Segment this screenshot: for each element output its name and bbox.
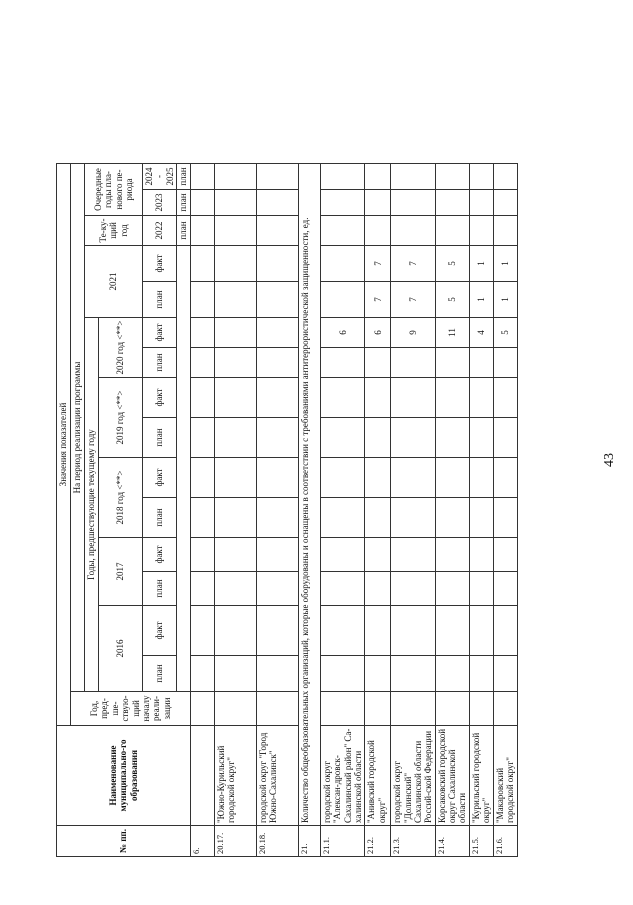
table-row — [257, 164, 299, 857]
value-cell — [257, 656, 299, 692]
value-cell — [391, 348, 435, 378]
value-cell — [191, 606, 215, 656]
header-current-year: Те-ку-щий год — [85, 216, 143, 246]
value-cell — [435, 692, 469, 726]
value-cell — [365, 418, 391, 458]
value-cell — [257, 418, 299, 458]
row-number: 6. — [191, 826, 215, 857]
value-2021-fact: 1 — [469, 246, 493, 282]
value-cell — [391, 190, 435, 216]
value-cell — [365, 656, 391, 692]
header-2023: 2023 — [143, 190, 177, 216]
value-2020-fact: 9 — [391, 318, 435, 348]
value-cell — [191, 216, 215, 246]
value-cell — [257, 190, 299, 216]
value-2021-plan: 1 — [493, 282, 517, 318]
header-spacer — [177, 246, 191, 692]
header-prev-years: Годы, предшествующие текущему году — [85, 318, 99, 692]
value-cell — [321, 572, 365, 606]
value-cell — [321, 418, 365, 458]
value-cell — [257, 606, 299, 656]
plan-2018: план — [143, 498, 177, 538]
value-2021-fact — [215, 246, 257, 282]
plan-2022: план — [177, 216, 191, 246]
value-cell — [365, 164, 391, 190]
header-2024: 2024 - 2025 — [143, 164, 177, 190]
value-cell — [321, 164, 365, 190]
table-row — [469, 164, 493, 857]
value-2021-plan: 7 — [391, 282, 435, 318]
value-2020-fact: 4 — [469, 318, 493, 348]
fact-2021: факт — [143, 246, 177, 282]
value-cell — [435, 538, 469, 572]
municipality-name: "Анивский городской округ" — [365, 726, 391, 826]
plan-2021: план — [143, 282, 177, 318]
value-cell — [191, 418, 215, 458]
plan-2024: план — [177, 164, 191, 190]
table-row — [191, 164, 215, 857]
fact-2018: факт — [143, 458, 177, 498]
header-2019: 2019 год <**> — [99, 378, 143, 458]
table-body — [191, 164, 518, 857]
value-cell — [365, 498, 391, 538]
value-cell — [435, 498, 469, 538]
municipality-name: городской округ "Долинский" Сахалинской области Россий-ской Федерации — [391, 726, 435, 826]
value-2021-plan — [191, 282, 215, 318]
value-cell — [257, 458, 299, 498]
value-cell — [257, 216, 299, 246]
value-cell — [321, 692, 365, 726]
value-cell — [257, 378, 299, 418]
row-number: 21.1. — [321, 826, 365, 857]
row-number: 21.5. — [469, 826, 493, 857]
value-cell — [493, 418, 517, 458]
header-2022: 2022 — [143, 216, 177, 246]
header-name: Наименование муниципально-го образования — [57, 726, 191, 826]
value-cell — [493, 378, 517, 418]
header-period: На период реализации программы — [71, 164, 85, 692]
value-2021-plan — [215, 282, 257, 318]
value-2020-fact: 6 — [321, 318, 365, 348]
value-cell — [493, 348, 517, 378]
header-base-year: Год, пред-ше-ствую-щий началу реали-зации — [71, 692, 191, 726]
row-number: 20.17. — [215, 826, 257, 857]
municipality-name: "Курильский городской округ" — [469, 726, 493, 826]
header-2020: 2020 год <**> — [99, 318, 143, 378]
plan-2020: план — [143, 348, 177, 378]
value-cell — [435, 164, 469, 190]
value-2020-fact: 11 — [435, 318, 469, 348]
value-2020-fact — [191, 318, 215, 348]
value-2021-fact — [191, 246, 215, 282]
value-cell — [215, 418, 257, 458]
value-2021-fact: 5 — [435, 246, 469, 282]
value-cell — [321, 216, 365, 246]
value-cell — [321, 538, 365, 572]
header-2018: 2018 год <**> — [99, 458, 143, 538]
row-number: 21.6. — [493, 826, 517, 857]
value-cell — [469, 458, 493, 498]
value-cell — [493, 606, 517, 656]
value-cell — [391, 692, 435, 726]
value-cell — [257, 498, 299, 538]
value-cell — [391, 378, 435, 418]
value-cell — [469, 692, 493, 726]
section-title: Количество общеобразовательных организаций, которые оборудованы и оснащены в соответствии с требованиями антитеррористической защищенности, ед. — [299, 164, 321, 826]
value-cell — [469, 656, 493, 692]
fact-2016: факт — [143, 606, 177, 656]
value-cell — [469, 348, 493, 378]
header-2021: 2021 — [85, 246, 143, 318]
value-2020-fact — [257, 318, 299, 348]
value-2020-fact: 5 — [493, 318, 517, 348]
value-cell — [365, 606, 391, 656]
value-2021-fact — [321, 246, 365, 282]
value-cell — [215, 692, 257, 726]
value-cell — [469, 498, 493, 538]
value-cell — [493, 164, 517, 190]
value-cell — [191, 538, 215, 572]
row-number: 21.2. — [365, 826, 391, 857]
header-2017: 2017 — [99, 538, 143, 606]
table-row — [435, 164, 469, 857]
value-cell — [257, 164, 299, 190]
value-cell — [191, 692, 215, 726]
value-cell — [391, 164, 435, 190]
value-cell — [215, 498, 257, 538]
value-cell — [365, 216, 391, 246]
value-cell — [191, 572, 215, 606]
value-cell — [321, 656, 365, 692]
value-cell — [215, 656, 257, 692]
value-2021-fact — [257, 246, 299, 282]
header-values: Значения показателей — [57, 164, 71, 726]
municipality-name: городской округ "Алексан-дровск-Сахалинский район" Са-халинской области — [321, 726, 365, 826]
value-cell — [191, 190, 215, 216]
value-cell — [469, 538, 493, 572]
municipality-name: "Южно-Курильский городской округ" — [215, 726, 257, 826]
row-number: 21. — [299, 826, 321, 857]
header-2016: 2016 — [99, 606, 143, 692]
fact-2020: факт — [143, 318, 177, 348]
value-cell — [391, 572, 435, 606]
value-cell — [257, 348, 299, 378]
value-cell — [257, 572, 299, 606]
value-cell — [391, 656, 435, 692]
value-cell — [391, 458, 435, 498]
value-cell — [469, 164, 493, 190]
value-cell — [391, 606, 435, 656]
indicators-table — [56, 163, 518, 857]
value-cell — [493, 458, 517, 498]
value-cell — [435, 458, 469, 498]
value-cell — [435, 418, 469, 458]
value-2021-fact: 7 — [365, 246, 391, 282]
fact-2019: факт — [143, 378, 177, 418]
value-cell — [469, 572, 493, 606]
value-cell — [391, 538, 435, 572]
value-cell — [215, 216, 257, 246]
value-cell — [391, 216, 435, 246]
value-cell — [493, 572, 517, 606]
value-cell — [493, 216, 517, 246]
value-cell — [435, 348, 469, 378]
value-cell — [321, 378, 365, 418]
value-cell — [215, 538, 257, 572]
value-cell — [391, 418, 435, 458]
value-cell — [365, 538, 391, 572]
row-number: 20.18. — [257, 826, 299, 857]
plan-2019: план — [143, 418, 177, 458]
value-2021-plan — [257, 282, 299, 318]
fact-2017: факт — [143, 538, 177, 572]
value-2021-plan: 7 — [365, 282, 391, 318]
value-cell — [321, 348, 365, 378]
page-number: 43 — [602, 453, 617, 467]
table-row — [215, 164, 257, 857]
value-cell — [493, 498, 517, 538]
table-row — [493, 164, 517, 857]
header-no: № пп. — [57, 826, 191, 857]
value-cell — [321, 190, 365, 216]
value-cell — [469, 606, 493, 656]
value-cell — [435, 656, 469, 692]
plan-2017: план — [143, 572, 177, 606]
value-cell — [191, 348, 215, 378]
plan-2016: план — [143, 656, 177, 692]
value-cell — [469, 418, 493, 458]
value-cell — [215, 572, 257, 606]
value-cell — [191, 656, 215, 692]
value-cell — [493, 656, 517, 692]
municipality-name: Корсаковский городской округ Сахалинской области — [435, 726, 469, 826]
value-cell — [435, 572, 469, 606]
row-number: 21.3. — [391, 826, 435, 857]
value-cell — [435, 378, 469, 418]
value-cell — [257, 538, 299, 572]
value-2021-fact: 7 — [391, 246, 435, 282]
value-cell — [321, 606, 365, 656]
value-cell — [435, 190, 469, 216]
value-cell — [191, 498, 215, 538]
value-cell — [469, 190, 493, 216]
value-cell — [191, 458, 215, 498]
value-cell — [215, 378, 257, 418]
value-2021-plan: 1 — [469, 282, 493, 318]
value-cell — [469, 378, 493, 418]
municipality-name — [191, 726, 215, 826]
value-cell — [365, 190, 391, 216]
municipality-name: городской округ "Город Южно-Сахалинск" — [257, 726, 299, 826]
header-next-years: Очередные годы пла-нового пе-риода — [85, 164, 143, 216]
table-row — [321, 164, 365, 857]
table-row — [365, 164, 391, 857]
row-number: 21.4. — [435, 826, 469, 857]
value-cell — [435, 606, 469, 656]
value-cell — [391, 498, 435, 538]
table-row — [391, 164, 435, 857]
value-cell — [469, 216, 493, 246]
value-cell — [365, 348, 391, 378]
value-cell — [365, 572, 391, 606]
value-cell — [321, 458, 365, 498]
value-cell — [365, 458, 391, 498]
value-2021-fact: 1 — [493, 246, 517, 282]
value-cell — [321, 498, 365, 538]
value-cell — [257, 692, 299, 726]
value-cell — [215, 348, 257, 378]
value-cell — [365, 378, 391, 418]
value-2020-fact: 6 — [365, 318, 391, 348]
value-cell — [191, 378, 215, 418]
value-cell — [493, 538, 517, 572]
municipality-name: "Макаровский городской округ" — [493, 726, 517, 826]
value-2021-plan: 5 — [435, 282, 469, 318]
value-cell — [493, 190, 517, 216]
value-cell — [191, 164, 215, 190]
plan-2023: план — [177, 190, 191, 216]
value-cell — [215, 190, 257, 216]
value-cell — [493, 692, 517, 726]
value-2020-fact — [215, 318, 257, 348]
value-cell — [435, 216, 469, 246]
value-cell — [215, 164, 257, 190]
value-2021-plan — [321, 282, 365, 318]
value-cell — [215, 606, 257, 656]
value-cell — [365, 692, 391, 726]
section-row — [299, 164, 321, 857]
value-cell — [215, 458, 257, 498]
